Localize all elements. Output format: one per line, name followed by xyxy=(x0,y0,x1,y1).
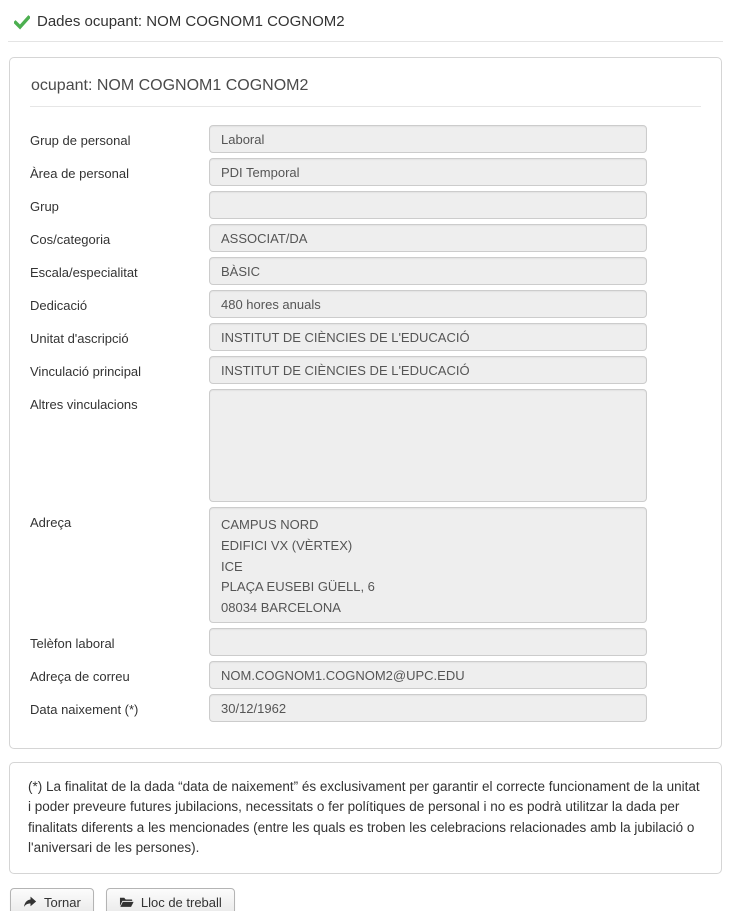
form-row xyxy=(30,158,701,186)
field-label: Escala/especialitat xyxy=(30,265,138,280)
form-row xyxy=(30,628,701,656)
field-input[interactable] xyxy=(209,694,647,722)
field-label: Data naixement (*) xyxy=(30,702,139,717)
folder-open-icon xyxy=(119,895,134,909)
field-label: Grup de personal xyxy=(30,133,131,148)
lloc-de-treball-button-label: Lloc de treball xyxy=(140,894,222,910)
field-label: Cos/categoria xyxy=(30,232,111,247)
form-row xyxy=(30,224,701,252)
field-label: Dedicació xyxy=(30,298,88,313)
field-label: Adreça xyxy=(30,515,72,530)
occupant-panel xyxy=(9,57,722,749)
form-row xyxy=(30,323,701,351)
field-input[interactable] xyxy=(209,389,647,502)
field-input[interactable] xyxy=(209,661,647,689)
field-label: Telèfon laboral xyxy=(30,636,115,651)
page-title: Dades ocupant: NOM COGNOM1 COGNOM2 xyxy=(37,13,345,30)
field-label: Adreça de correu xyxy=(30,669,130,684)
form-row xyxy=(30,507,701,623)
field-input[interactable] xyxy=(209,290,647,318)
field-label: Àrea de personal xyxy=(30,166,130,181)
field-input[interactable] xyxy=(209,323,647,351)
form-row xyxy=(30,290,701,318)
footnote-panel xyxy=(9,762,722,874)
field-label: Grup xyxy=(30,199,59,214)
field-input[interactable] xyxy=(209,628,647,656)
form-row xyxy=(30,661,701,689)
panel-divider xyxy=(30,106,701,107)
header-divider xyxy=(8,41,723,42)
field-input[interactable] xyxy=(209,224,647,252)
form-row xyxy=(30,694,701,722)
field-input[interactable] xyxy=(209,125,647,153)
status-bar xyxy=(0,0,731,30)
field-input[interactable] xyxy=(209,507,647,623)
lloc-de-treball-button[interactable] xyxy=(106,888,235,911)
form-row xyxy=(30,191,701,219)
forward-arrow-icon xyxy=(23,895,37,909)
field-input[interactable] xyxy=(209,191,647,219)
tornar-button-label: Tornar xyxy=(44,894,81,910)
form-row xyxy=(30,125,701,153)
field-input[interactable] xyxy=(209,356,647,384)
form-row xyxy=(30,257,701,285)
field-input[interactable] xyxy=(209,158,647,186)
field-input[interactable] xyxy=(209,257,647,285)
form-row xyxy=(30,356,701,384)
form-row xyxy=(30,389,701,502)
form-fields xyxy=(30,125,701,722)
field-label: Unitat d'ascripció xyxy=(30,331,129,346)
panel-title: ocupant: NOM COGNOM1 COGNOM2 xyxy=(31,77,309,94)
action-buttons xyxy=(10,888,731,911)
footnote-text: (*) La finalitat de la dada “data de naixement” és exclusivament per garantir el correcte funcionament de la unitat i poder preveure futures jubilacions, necessitats o fer polítiques de personal i no es podrà utilitzar la dada per finalitats diferents a les mencionades (entre les quals es troben les celebracions relacionades amb la jubilació o l'aniversari de les persones). xyxy=(28,779,700,855)
check-icon xyxy=(14,14,30,30)
tornar-button[interactable] xyxy=(10,888,94,911)
field-label: Altres vinculacions xyxy=(30,397,138,412)
field-label: Vinculació principal xyxy=(30,364,142,379)
